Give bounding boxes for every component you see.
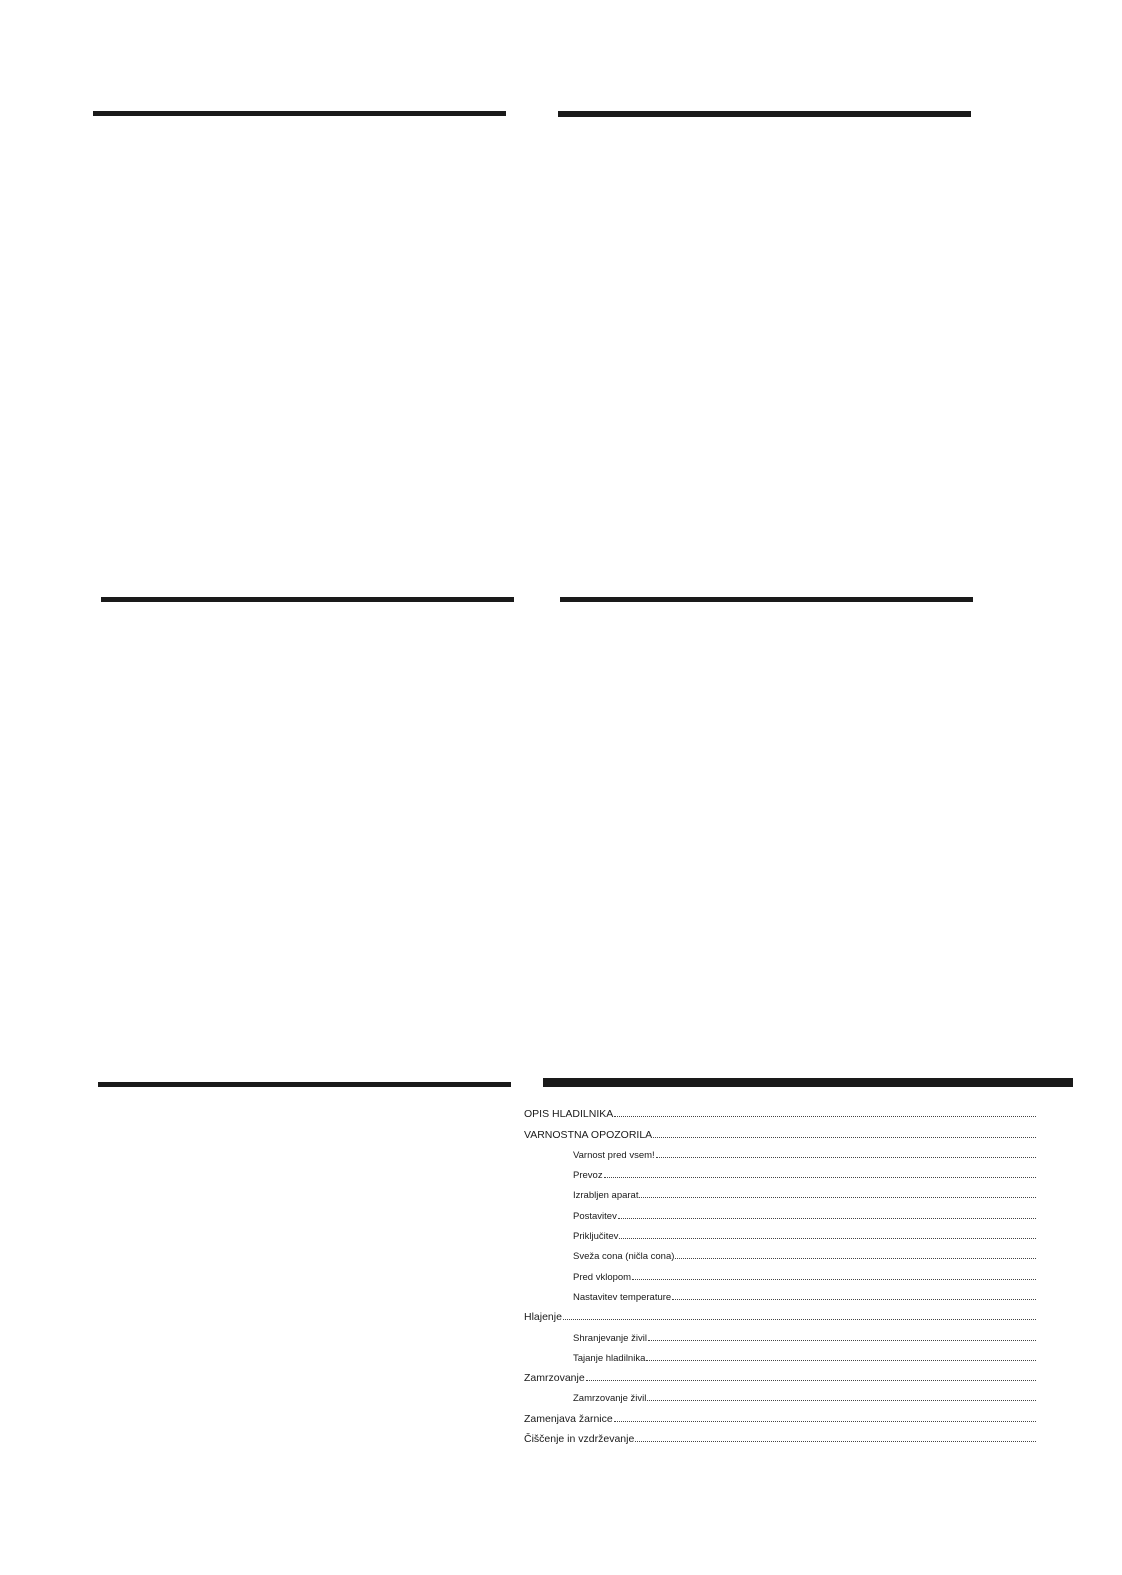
toc-dot-leader (614, 1420, 1036, 1422)
toc-entry[interactable] (524, 1222, 1036, 1242)
toc-dot-leader (656, 1156, 1036, 1158)
toc-dot-leader (563, 1318, 1036, 1320)
section-rule-top-left (93, 111, 506, 116)
toc-entry-label: Sveža cona (ničla cona) (573, 1251, 675, 1263)
toc-entry[interactable] (524, 1181, 1036, 1201)
toc-entry-label: Postavitev (573, 1210, 617, 1222)
toc-dot-leader (604, 1176, 1036, 1178)
toc-entry[interactable] (524, 1262, 1036, 1282)
toc-entry-label: Varnost pred vsem! (573, 1149, 655, 1161)
toc-entry-label: Prevoz (573, 1170, 603, 1182)
toc-dot-leader (672, 1298, 1036, 1300)
toc-dot-leader (632, 1278, 1036, 1280)
toc-entry-label: OPIS HLADILNIKA (524, 1108, 614, 1121)
toc-entry-label: Zamrzovanje živil (573, 1393, 647, 1405)
toc-dot-leader (586, 1379, 1036, 1381)
toc-entry-label: Tajanje hladilnika (573, 1352, 646, 1364)
toc-entry[interactable] (524, 1384, 1036, 1404)
toc-entry-label: Nastavitev temperature (573, 1291, 672, 1303)
toc-entry-label: Zamrzovanje (524, 1372, 585, 1385)
toc-entry[interactable] (524, 1201, 1036, 1221)
section-rule-top-right (558, 111, 971, 117)
toc-entry[interactable] (524, 1141, 1036, 1161)
toc-entry-label: VARNOSTNA OPOZORILA (524, 1128, 653, 1141)
section-rule-bottom-right (543, 1078, 1073, 1087)
toc-entry[interactable] (524, 1344, 1036, 1364)
toc-entry-label: Pred vklopom (573, 1271, 632, 1283)
toc-entry[interactable] (524, 1100, 1036, 1120)
toc-dot-leader (614, 1115, 1036, 1117)
toc-dot-leader (653, 1136, 1036, 1138)
toc-entry-label: Shranjevanje živil (573, 1332, 647, 1344)
toc-entry[interactable] (524, 1323, 1036, 1343)
toc-entry[interactable] (524, 1161, 1036, 1181)
table-of-contents (524, 1100, 1036, 1445)
toc-entry[interactable] (524, 1120, 1036, 1140)
toc-entry[interactable] (524, 1364, 1036, 1384)
toc-entry-label: Čiščenje in vzdrževanje (524, 1433, 635, 1446)
toc-dot-leader (635, 1440, 1036, 1442)
section-rule-middle-left (101, 597, 514, 602)
toc-entry[interactable] (524, 1283, 1036, 1303)
toc-dot-leader (648, 1339, 1036, 1341)
toc-entry-label: Priključitev (573, 1231, 619, 1243)
section-rule-middle-right (560, 597, 973, 602)
toc-dot-leader (646, 1359, 1036, 1361)
toc-dot-leader (639, 1196, 1036, 1198)
toc-dot-leader (675, 1257, 1036, 1259)
toc-entry[interactable] (524, 1425, 1036, 1445)
toc-entry[interactable] (524, 1404, 1036, 1424)
toc-entry-label: Zamenjava žarnice (524, 1412, 613, 1425)
toc-entry[interactable] (524, 1303, 1036, 1323)
toc-dot-leader (647, 1399, 1036, 1401)
toc-entry[interactable] (524, 1242, 1036, 1262)
toc-entry-label: Hlajenje (524, 1311, 562, 1324)
toc-dot-leader (619, 1237, 1036, 1239)
toc-dot-leader (618, 1217, 1036, 1219)
section-rule-bottom-left (98, 1082, 511, 1087)
toc-entry-label: Izrabljen aparat (573, 1190, 639, 1202)
